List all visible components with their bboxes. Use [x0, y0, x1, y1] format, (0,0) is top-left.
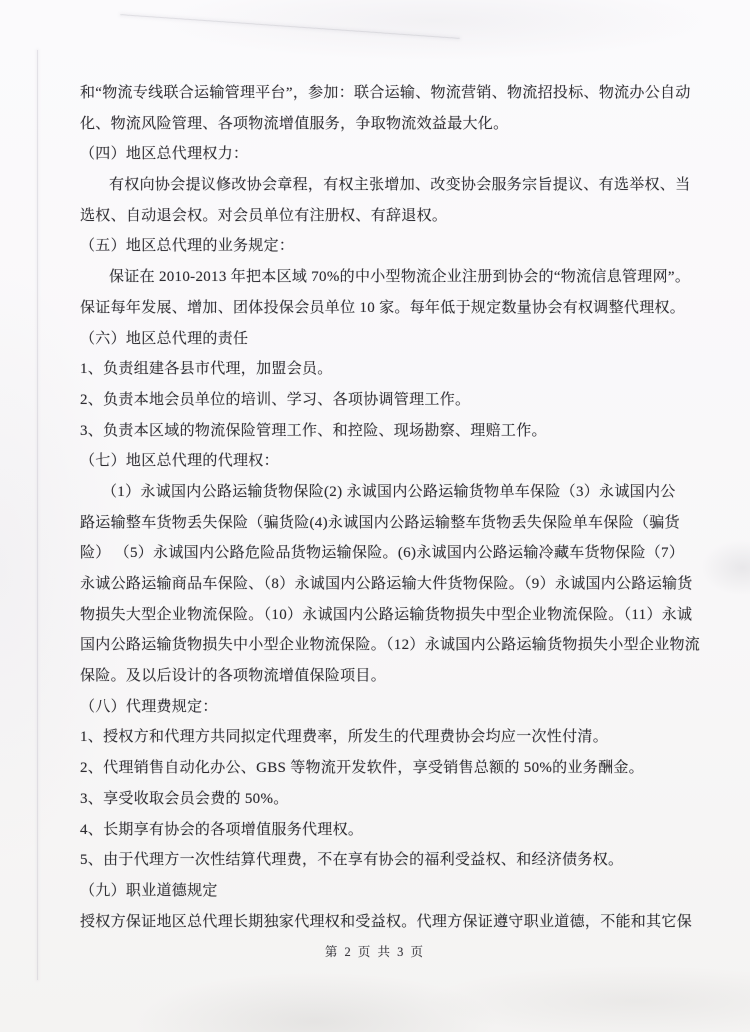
- text-line: （七）地区总代理的代理权：: [80, 453, 279, 470]
- text-line: 2、负责本地会员单位的培训、学习、各项协调管理工作。: [80, 391, 471, 408]
- text-line: 1、负责组建各县市代理，加盟会员。: [80, 361, 333, 378]
- text-line: 2、代理销售自动化办公、GBS 等物流开发软件，享受销售总额的 50%的业务酬金。: [80, 760, 644, 777]
- text-line: 永诚公路运输商品车保险、（8）永诚国内公路运输大件货物保险。（9）永诚国内公路运输货: [80, 576, 693, 592]
- text-line: 4、长期享有协会的各项增值服务代理权。: [80, 821, 364, 838]
- text-line: 有权向协会提议修改协会章程，有权主张增加、改变协会服务宗旨提议、有选举权、当: [109, 177, 691, 194]
- text-line: 路运输整车货物丢失保险（骗货险(4)永诚国内公路运输整车货物丢失保险单车保险（骗货: [80, 514, 680, 531]
- text-line: （五）地区总代理的业务规定：: [80, 238, 295, 255]
- text-line: 物损失大型企业物流保险。（10）永诚国内公路运输货物损失中型企业物流保险。（11）永诚: [80, 606, 693, 623]
- page-number: 第 2 页 共 3 页: [324, 945, 426, 959]
- scan-paper-edge: [37, 50, 38, 980]
- text-line: 5、由于代理方一次性结算代理费，不在享有协会的福利受益权、和经济债务权。: [80, 852, 624, 869]
- text-line: （九）职业道德规定: [80, 882, 218, 899]
- text-line: 3、享受收取会员会费的 50%。: [80, 790, 289, 807]
- text-line: 保证在 2010-2013 年把本区域 70%的中小型物流企业注册到协会的“物流信息管理网”。: [109, 269, 691, 286]
- text-line: 选权、自动退会权。对会员单位有注册权、有辞退权。: [80, 207, 448, 224]
- text-line: 险） （5）永诚国内公路危险品货物运输保险。(6)永诚国内公路运输冷藏车货物保险（7）: [80, 545, 685, 562]
- page-footer: [0, 942, 750, 960]
- text-line: （八）代理费规定：: [80, 698, 218, 715]
- text-line: 国内公路运输货物损失中小型企业物流保险。（12）永诚国内公路运输货物损失小型企业物流: [80, 637, 701, 654]
- scan-crease: [120, 14, 459, 39]
- text-line: （四）地区总代理权力：: [80, 146, 249, 163]
- text-line: 保险。及以后设计的各项物流增值保险项目。: [80, 668, 387, 685]
- text-line: 授权方保证地区总代理长期独家代理权和受益权。代理方保证遵守职业道德，不能和其它保: [80, 913, 693, 930]
- text-line: （1）永诚国内公路运输货物保险(2) 永诚国内公路运输货物单车保险（3）永诚国内公: [102, 483, 676, 500]
- text-line: 3、负责本区域的物流保险管理工作、和控险、现场勘察、理赔工作。: [80, 422, 547, 439]
- text-line: 保证每年发展、增加、团体投保会员单位 10 家。每年低于规定数量协会有权调整代理权。: [80, 299, 686, 316]
- text-line: 和“物流专线联合运输管理平台”，参加：联合运输、物流营销、物流招投标、物流办公自动: [80, 85, 691, 101]
- text-line: 1、授权方和代理方共同拟定代理费率，所发生的代理费协会均应一次性付清。: [80, 729, 609, 746]
- text-line: （六）地区总代理的责任: [80, 330, 249, 347]
- text-line: 化、物流风险管理、各项物流增值服务，争取物流效益最大化。: [80, 115, 509, 132]
- document-body: [80, 78, 701, 937]
